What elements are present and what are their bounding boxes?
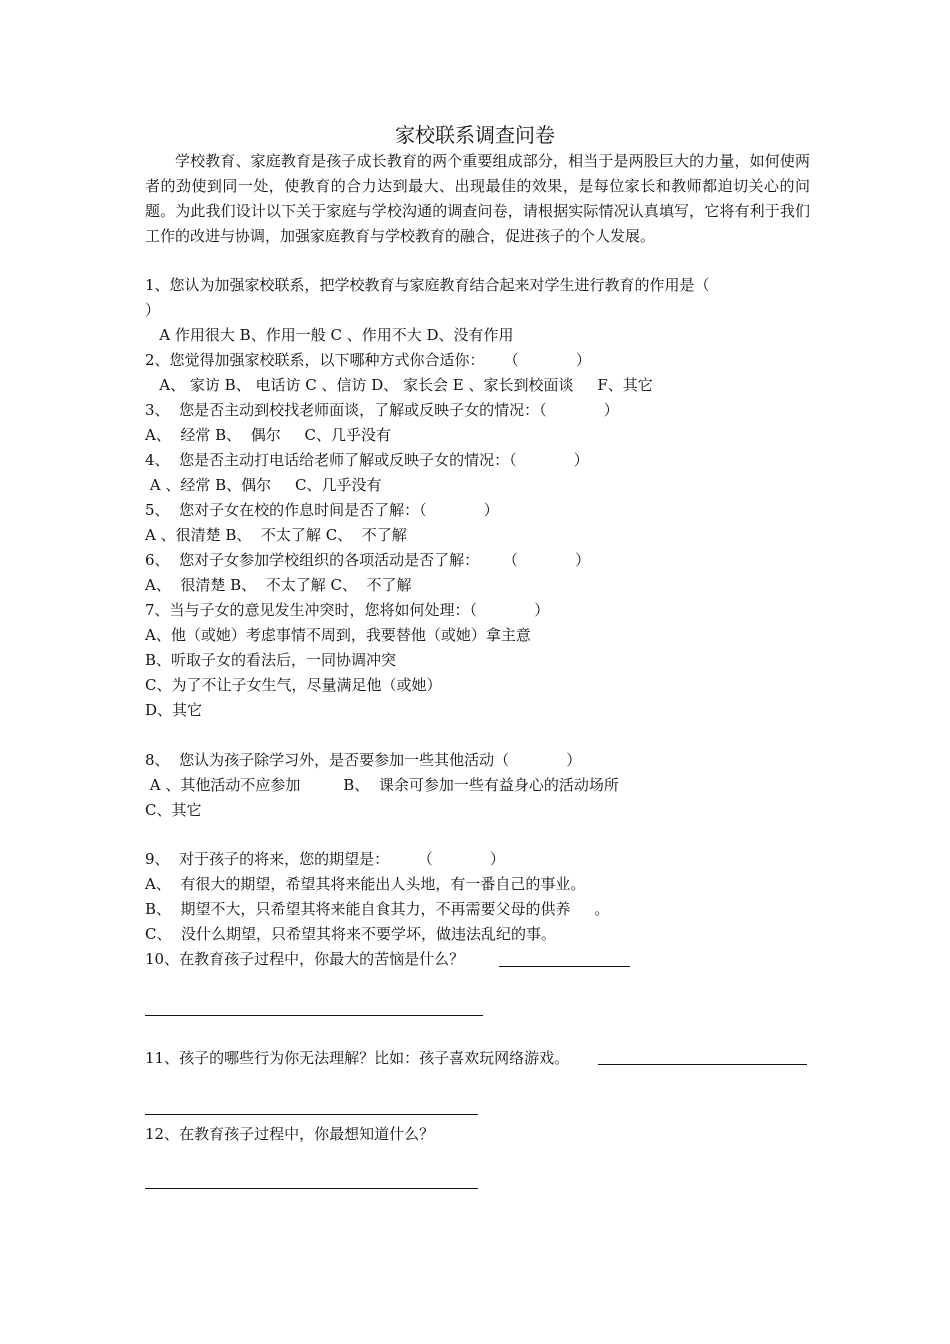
answer-line-11b[interactable] [145,1114,478,1115]
question-9-option-c: C、 没什么期望，只希望其将来不要学坏，做违法乱纪的事。 [145,925,557,943]
question-7-option-a: A、他（或她）考虑事情不周到，我要替他（或她）拿主意 [145,626,531,644]
intro-paragraph: 学校教育、家庭教育是孩子成长教育的两个重要组成部分，相当于是两股巨大的力量，如何使两者的劲使到同一处，使教育的合力达到最大、出现最佳的效果，是每位家长和教师都迫切关心的问题。为此我们设计以下关于家庭与学校沟通的调查问卷，请根据实际情况认真填写，它将有利于我们工作的改进与协调，加强家庭教育与学校教育的融合，促进孩子的个人发展。 [145,152,810,245]
answer-line-10b[interactable] [145,1015,483,1016]
question-9-option-b: B、 期望不大，只希望其将来能自食其力，不再需要父母的供养 。 [145,900,610,918]
question-8-options: A 、其他活动不应参加 B、 课余可参加一些有益身心的活动场所 [145,776,619,794]
question-7: 7、当与子女的意见发生冲突时，您将如何处理：（ ） [145,601,550,619]
question-2-options: A、 家访 B、 电话访 C 、信访 D、 家长会 E 、家长到校面谈 F、其它 [145,376,653,394]
question-5: 5、 您对子女在校的作息时间是否了解：（ ） [145,501,499,519]
question-1-bracket: ） [145,301,161,319]
question-1-options: A 作用很大 B、作用一般 C 、作用不大 D、没有作用 [145,326,514,344]
question-8-option-c: C、其它 [145,801,202,819]
question-3: 3、 您是否主动到校找老师面谈，了解或反映子女的情况：（ ） [145,401,619,419]
question-7-option-b: B、听取子女的看法后，一同协调冲突 [145,651,397,669]
answer-line-12[interactable] [145,1188,478,1189]
question-10: 10、在教育孩子过程中，你最大的苦恼是什么？ [145,950,465,968]
question-6: 6、 您对子女参加学校组织的各项活动是否了解： （ ） [145,551,591,569]
question-12: 12、在教育孩子过程中，你最想知道什么？ [145,1125,435,1143]
answer-line-11a[interactable] [598,1064,807,1065]
question-7-option-c: C、为了不让子女生气，尽量满足他（或她） [145,676,442,694]
page-title: 家校联系调查问卷 [395,123,555,147]
question-1: 1、您认为加强家校联系，把学校教育与家庭教育结合起来对学生进行教育的作用是（ [145,276,710,294]
question-4: 4、 您是否主动打电话给老师了解或反映子女的情况：（ ） [145,451,589,469]
question-9-option-a: A、 有很大的期望，希望其将来能出人头地，有一番自己的事业。 [145,875,586,893]
question-2: 2、您觉得加强家校联系，以下哪种方式你合适你： （ ） [145,351,591,369]
question-8: 8、 您认为孩子除学习外，是否要参加一些其他活动（ ） [145,751,582,769]
question-3-options: A、 经常 B、 偶尔 C、几乎没有 [145,426,392,444]
question-11: 11、孩子的哪些行为你无法理解？比如：孩子喜欢玩网络游戏。 [145,1049,570,1067]
question-6-options: A、 很清楚 B、 不太了解 C、 不了解 [145,576,412,594]
question-7-option-d: D、其它 [145,701,203,719]
question-4-options: A 、经常 B、偶尔 C、几乎没有 [145,476,382,494]
question-9: 9、 对于孩子的将来，您的期望是： （ ） [145,850,505,868]
answer-line-10a[interactable] [499,966,630,967]
question-5-options: A 、很清楚 B、 不太了解 C、 不了解 [145,526,407,544]
